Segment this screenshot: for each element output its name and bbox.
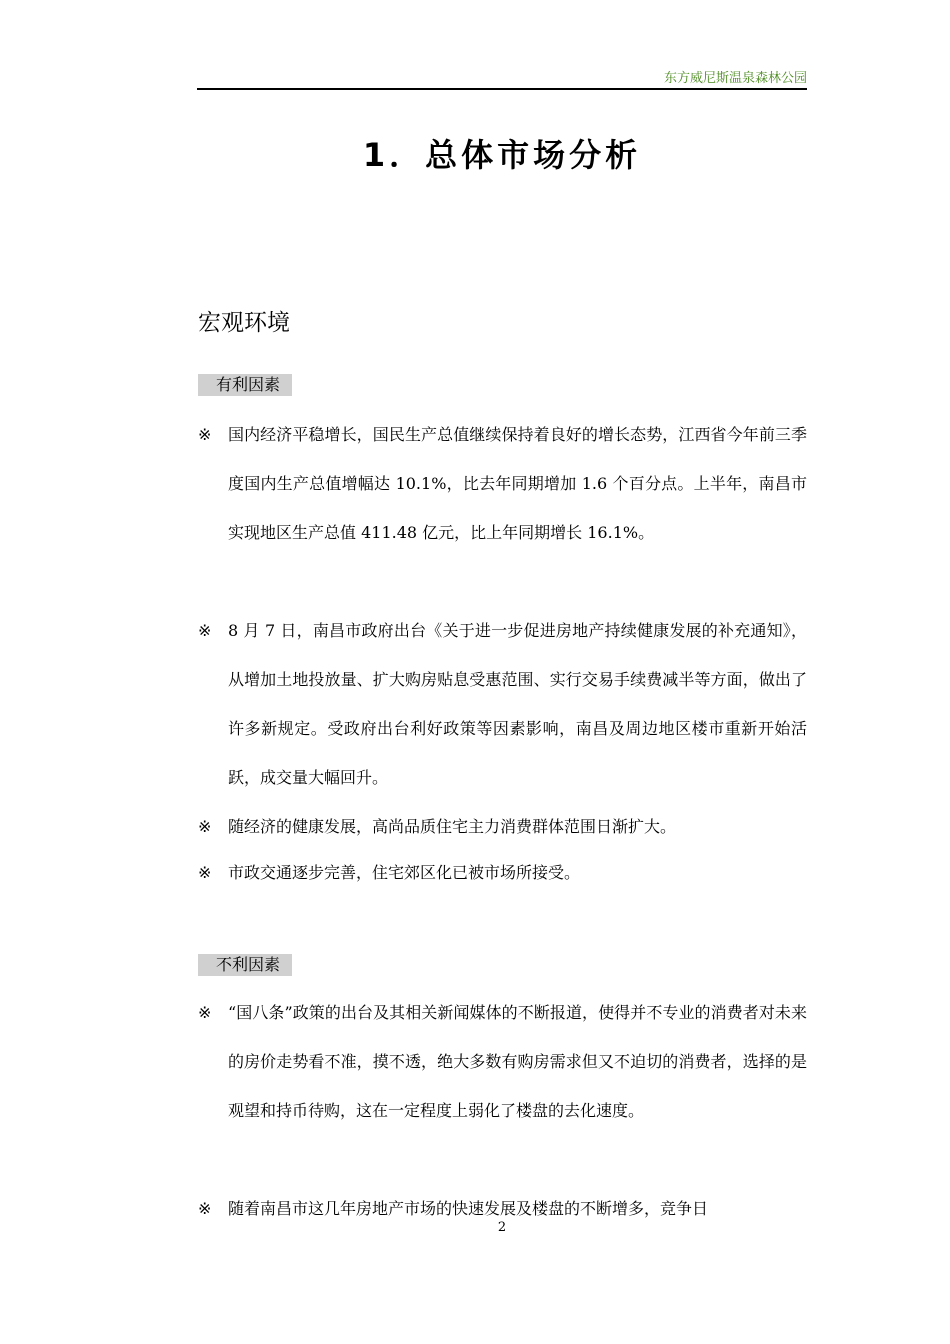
header-title: 东方威尼斯温泉森林公园 xyxy=(663,71,807,86)
subheading-favorable: 有利因素 xyxy=(198,374,292,396)
subheading-unfavorable: 不利因素 xyxy=(198,954,292,976)
reference-mark-icon: ※ xyxy=(198,1199,212,1218)
page-number: 2 xyxy=(497,1220,507,1235)
list-item: ※ 随经济的健康发展，高尚品质住宅主力消费群体范围日渐扩大。 xyxy=(198,802,807,851)
list-item: ※ “国八条”政策的出台及其相关新闻媒体的不断报道，使得并不专业的消费者对未来的房价走势看不准，摸不透，绝大多数有购房需求但又不迫切的消费者，选择的是观望和持币待购，这在一定程度上弱化了楼盘的去化速度。 xyxy=(198,988,807,1135)
reference-mark-icon: ※ xyxy=(198,1003,212,1022)
section-heading: 宏观环境 xyxy=(198,310,290,336)
list-item: ※ 8 月 7 日，南昌市政府出台《关于进一步促进房地产持续健康发展的补充通知》，从增加土地投放量、扩大购房贴息受惠范围、实行交易手续费减半等方面，做出了许多新规定。受政府出台利好政策等因素影响，南昌及周边地区楼市重新开始活跃，成交量大幅回升。 xyxy=(198,606,807,802)
reference-mark-icon: ※ xyxy=(198,621,212,640)
document-title: 1．总体市场分析 xyxy=(362,136,642,174)
reference-mark-icon: ※ xyxy=(198,425,212,444)
list-item: ※ 国内经济平稳增长，国民生产总值继续保持着良好的增长态势，江西省今年前三季度国内生产总值增幅达 10.1%，比去年同期增加 1.6 个百分点。上半年，南昌市实现地区生产总值 411.48 亿元，比上年同期增长 16.1%。 xyxy=(198,410,807,557)
reference-mark-icon: ※ xyxy=(198,817,212,836)
list-item: ※ 随着南昌市这几年房地产市场的快速发展及楼盘的不断增多，竞争日 xyxy=(198,1184,807,1233)
list-item: ※ 市政交通逐步完善，住宅郊区化已被市场所接受。 xyxy=(198,848,807,897)
reference-mark-icon: ※ xyxy=(198,863,212,882)
page-header xyxy=(197,64,807,90)
